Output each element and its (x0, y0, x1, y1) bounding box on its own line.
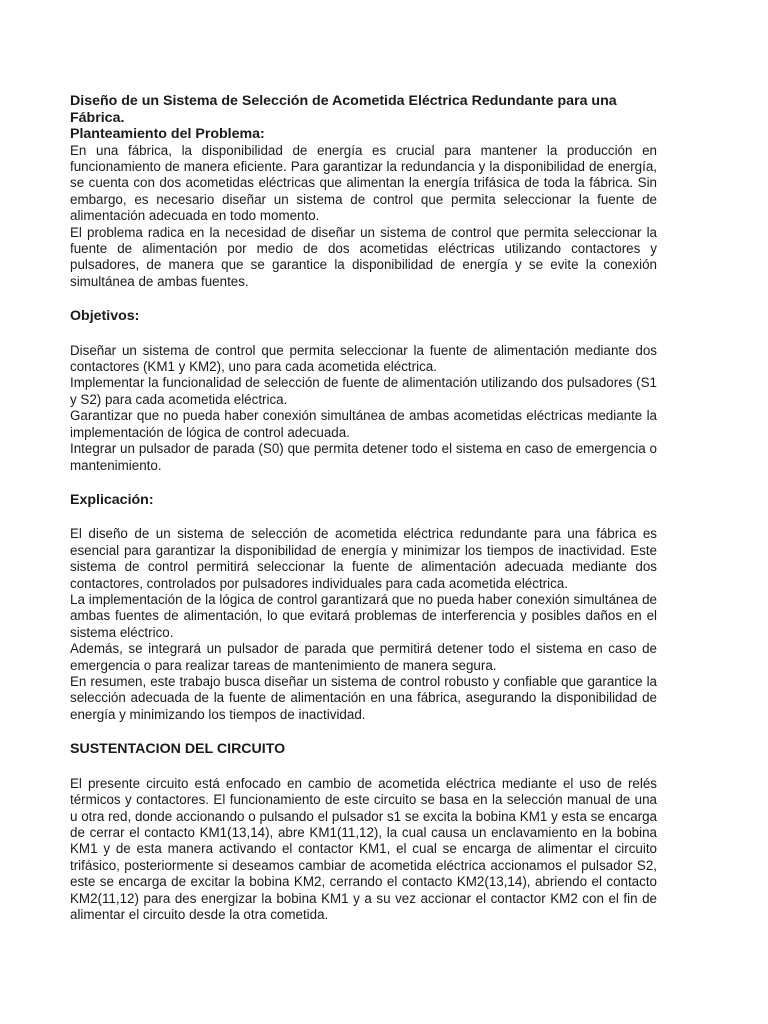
planteamiento-paragraph-2: El problema radica en la necesidad de diseñar un sistema de control que permita seleccionar la fuente de alimentación por medio de dos acometidas eléctricas utilizando contactores y pulsadores, de manera que se garantice la disponibilidad de energía y se evite la conexión simultánea de ambas fuentes. (70, 224, 657, 289)
sustentacion-paragraph-1: El presente circuito está enfocado en cambio de acometida eléctrica mediante el uso de relés térmicos y contactores. El funcionamiento de este circuito se basa en la selección manual de una u otra red, donde accionando o pulsando el pulsador s1 se excita la bobina KM1 y esta se encarga de cerrar el contacto KM1(13,14), abre KM1(11,12), la cual causa un enclavamiento en la bobina KM1 y de esta manera activando el contactor KM1, el cual se encarga de alimentar el circuito trifásico, posteriormente si deseamos cambiar de acometida eléctrica accionamos el pulsador S2, este se encarga de excitar la bobina KM2, cerrando el contacto KM2(13,14), abriendo el contacto KM2(11,12) para des energizar la bobina KM1 y a su vez accionar el contactor KM2 con el fin de alimentar el circuito desde la otra cometida. (70, 775, 657, 923)
planteamiento-paragraph-1: En una fábrica, la disponibilidad de energía es crucial para mantener la producción en funcionamiento de manera eficiente. Para garantizar la redundancia y la disponibilidad de energía, se cuenta con dos acometidas eléctricas que alimentan la energía trifásica de toda la fábrica. Sin embargo, es necesario diseñar un sistema de control que permita seleccionar la fuente de alimentación adecuada en todo momento. (70, 142, 657, 224)
explicacion-paragraph-1: El diseño de un sistema de selección de acometida eléctrica redundante para una fábrica es esencial para garantizar la disponibilidad de energía y minimizar los tiempos de inactividad. Este sistema de control permitirá seleccionar la fuente de alimentación adecuada mediante dos contactores, controlados por pulsadores individuales para cada acometida eléctrica. (70, 526, 657, 591)
objetivos-heading: Objetivos: (70, 308, 140, 325)
objetivo-item-3: Garantizar que no pueda haber conexión simultánea de ambas acometidas eléctricas mediante la implementación de lógica de control adecuada. (70, 408, 657, 440)
explicacion-heading: Explicación: (70, 491, 154, 508)
explicacion-paragraph-4: En resumen, este trabajo busca diseñar un sistema de control robusto y confiable que garantice la selección adecuada de la fuente de alimentación en una fábrica, asegurando la disponibilidad de energía y minimizando los tiempos de inactividad. (70, 674, 657, 722)
objetivo-item-2: Implementar la funcionalidad de selección de fuente de alimentación utilizando dos pulsadores (S1 y S2) para cada acometida eléctrica. (70, 375, 657, 407)
planteamiento-heading: Planteamiento del Problema: (70, 126, 265, 142)
explicacion-paragraph-3: Además, se integrará un pulsador de parada que permitirá detener todo el sistema en caso de emergencia o para realizar tareas de mantenimiento de manera segura. (70, 641, 657, 673)
document-title: Diseño de un Sistema de Selección de Acometida Eléctrica Redundante para una Fábrica. (70, 93, 617, 126)
sustentacion-heading: SUSTENTACION DEL CIRCUITO (70, 741, 286, 758)
explicacion-paragraph-2: La implementación de la lógica de control garantizará que no pueda haber conexión simultánea de ambas fuentes de alimentación, lo que evitará problemas de interferencia y posibles daños en el sistema eléctrico. (70, 592, 657, 640)
objetivo-item-4: Integrar un pulsador de parada (S0) que permita detener todo el sistema en caso de emergencia o mantenimiento. (70, 441, 657, 473)
objetivo-item-1: Diseñar un sistema de control que permita seleccionar la fuente de alimentación mediante dos contactores (KM1 y KM2), uno para cada acometida eléctrica. (70, 342, 657, 375)
